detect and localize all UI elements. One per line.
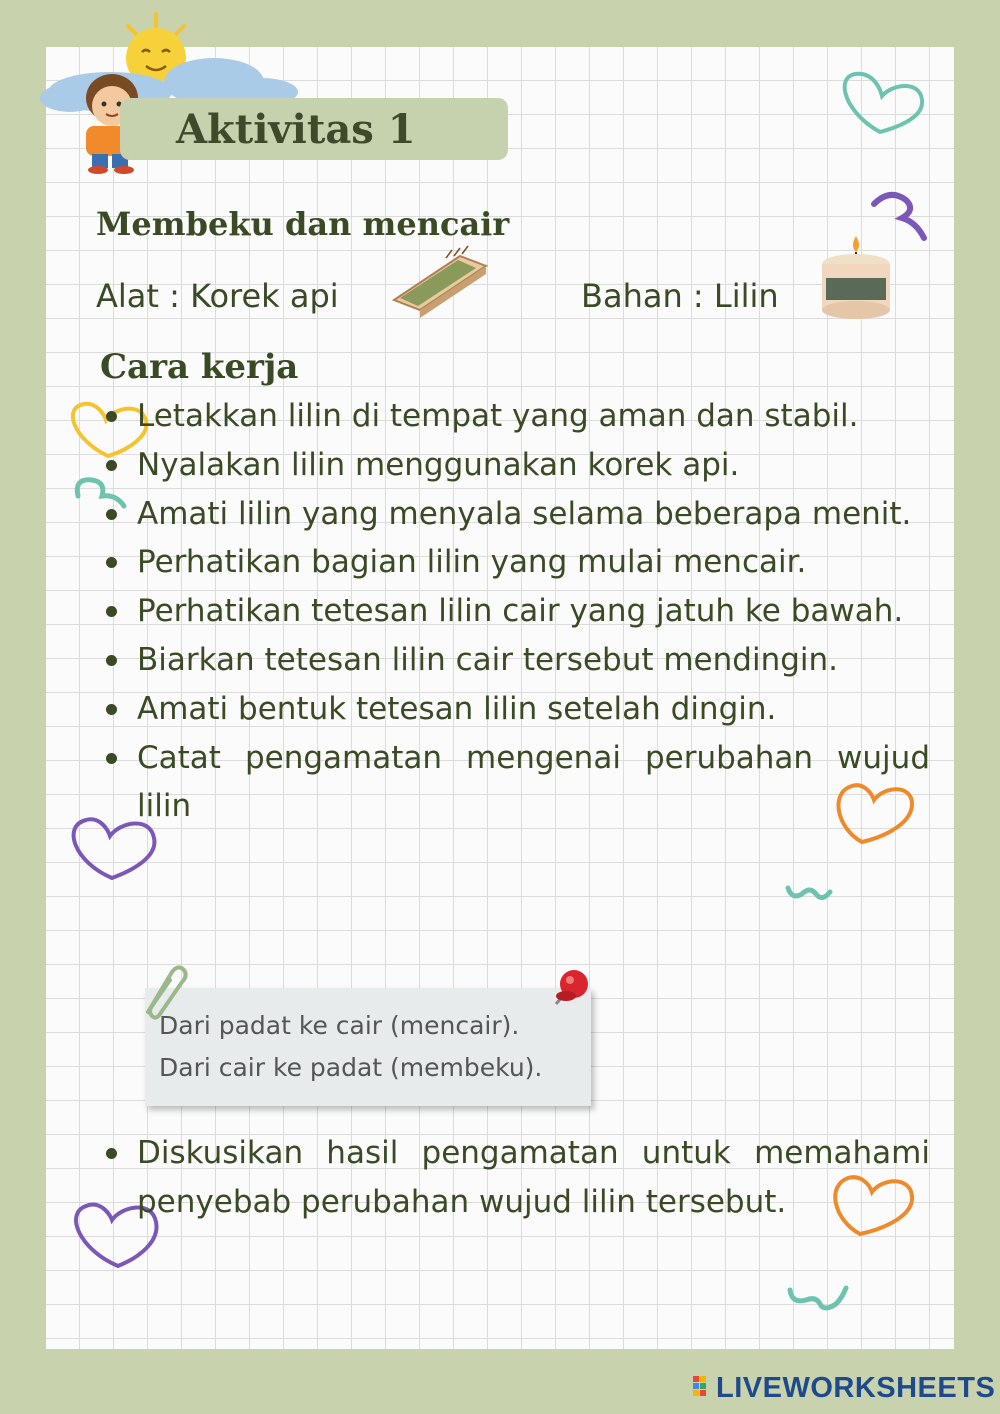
procedure-heading: Cara kerja — [100, 347, 299, 387]
activity-subtitle: Membeku dan mencair — [96, 205, 510, 243]
procedure-list — [100, 392, 930, 831]
teal-squiggle-icon — [788, 888, 830, 898]
list-item: Nyalakan lilin menggunakan korek api. — [100, 441, 930, 490]
materials-label: Bahan : Lilin — [581, 277, 779, 315]
list-item: Letakkan lilin di tempat yang aman dan stabil. — [100, 392, 930, 441]
discussion-list — [100, 1129, 930, 1227]
list-item: Diskusikan hasil pengamatan untuk memahami penyebab perubahan wujud lilin tersebut. — [100, 1129, 930, 1227]
list-item: Perhatikan bagian lilin yang mulai mencair. — [100, 538, 930, 587]
pushpin-icon — [544, 962, 594, 1022]
page-title: Aktivitas 1 — [176, 106, 416, 153]
list-item: Biarkan tetesan lilin cair tersebut mendingin. — [100, 636, 930, 685]
list-item: Amati bentuk tetesan lilin setelah dingin. — [100, 685, 930, 734]
brand-watermark: LIVEWORKSHEETS — [716, 1372, 996, 1404]
tools-label: Alat : Korek api — [96, 277, 339, 315]
note-line-2: Dari cair ke padat (membeku). — [159, 1053, 543, 1082]
list-item: Amati lilin yang menyala selama beberapa menit. — [100, 490, 930, 539]
note-line-1: Dari padat ke cair (mencair). — [159, 1011, 520, 1040]
observation-note-card — [145, 988, 591, 1106]
list-item: Catat pengamatan mengenai perubahan wujud lilin — [100, 734, 930, 832]
purple-swirl-icon — [874, 195, 924, 238]
liveworksheets-logo-icon — [693, 1376, 713, 1398]
teal-heart-icon — [845, 74, 922, 132]
teal-squiggle-icon-2 — [790, 1288, 846, 1308]
list-item: Perhatikan tetesan lilin cair yang jatuh ke bawah. — [100, 587, 930, 636]
paperclip-icon — [138, 962, 188, 1022]
